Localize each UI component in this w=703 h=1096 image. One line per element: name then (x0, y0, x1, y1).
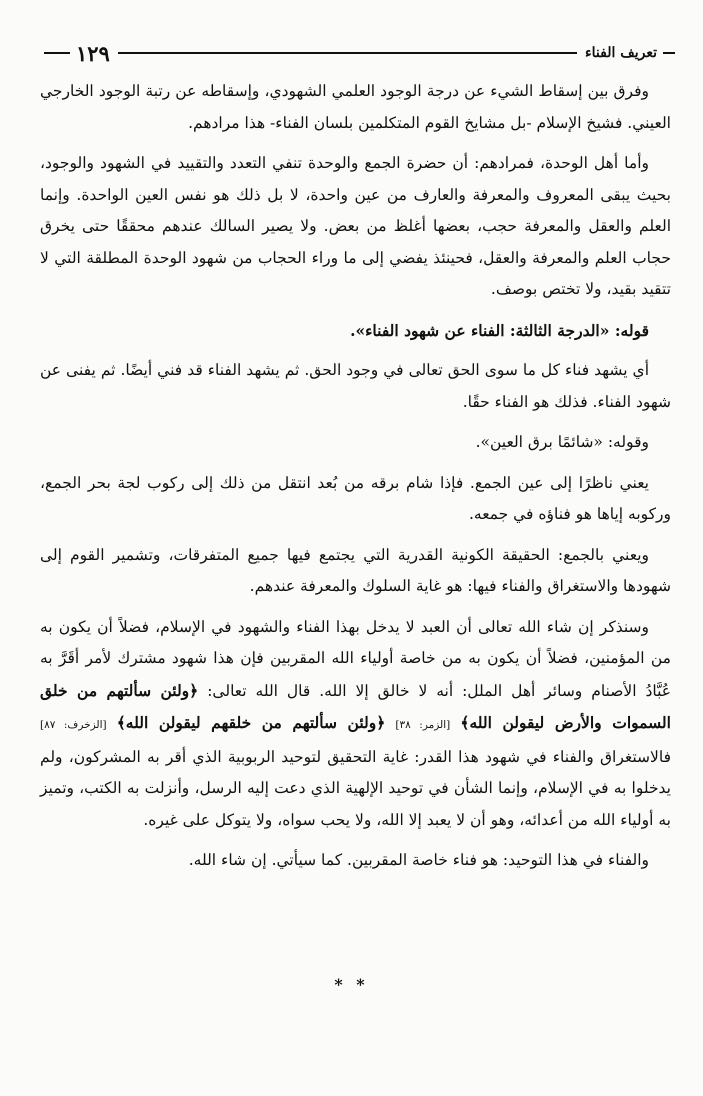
quote-third-degree: قوله: «الدرجة الثالثة: الفناء عن شهود الفناء». (350, 320, 649, 340)
paragraph-istighraq: فالاستغراق والفناء في شهود هذا القدر: غاية التحقيق لتوحيد الربوبية الذي أقر به المشركون، ولم يدخلوا به في الإسلام، وإنما الشأن في توحيد الإلهية الذي دعت إليه الرسل، وأنزلت به الكتب، وتميز به أولياء الله من أعدائه، وهو أن لا يعبد إلا الله، ولا يحب سواه، ولا يتوكل على غيره. (40, 747, 671, 829)
paragraph-jam: ويعني بالجمع: الحقيقة الكونية القدرية التي يجتمع فيها جميع المتفرقات، وتشمير القوم إلى شهودها والاستغراق والفناء فيها: هو غاية السلوك والمعرفة عندهم. (40, 545, 671, 595)
quran-verse-zukhruf: ﴿ولئن سألتهم من خلقهم ليقولن الله﴾ (116, 713, 386, 732)
paragraph-2: وأما أهل الوحدة، فمرادهم: أن حضرة الجمع والوحدة تنفي التعدد والتقييد في الشهود والوجود، بحيث يبقى المعروف والمعرفة والعارف من عين واحدة، لا بل ذلك هو نفس العين الواحدة. وإنما العلم والعقل والمعرفة حجب، بعضها أغلظ من بعض. ولا يصير السالك عندهم محققًا حتى يخرق حجاب العلم والمعرفة والعقل، فحينئذ يفضي إلى ما وراء الحجاب من شهود الوحدة المطلقة التي لا تتقيد بقيد، ولا تختص بوصف. (40, 154, 672, 298)
paragraph-explanation: أي يشهد فناء كل ما سوى الحق تعالى في وجود الحق. ثم يشهد الفناء قد فني أيضًا. ثم يفنى عن شهود الفناء. فذلك هو الفناء حقًا. (40, 361, 671, 411)
section-divider: * * (334, 975, 369, 994)
page-body (40, 76, 671, 886)
page-number: ١٢٩ (76, 40, 110, 66)
quote-shaiman: وقوله: «شائمًا برق العين». (475, 433, 649, 451)
header-rule (118, 52, 577, 54)
paragraph-sanadhkur (40, 612, 671, 837)
page-header (44, 42, 675, 64)
running-title: تعريف الفناء (585, 45, 657, 61)
quran-verse-zumar: ﴿ولئن سألتهم من خلق السموات والأرض ليقولن الله﴾ (40, 680, 671, 732)
paragraph-sanadhkur-text: وسنذكر إن شاء الله تعالى أن العبد لا يدخل بهذا الفناء والشهود في الإسلام، فضلاً أن يكون به من المؤمنين، فضلاً أن يكون به من خاصة أولياء الله المقربين فإن هذا شهود مشترك لأمر أقَرَّ به عُبَّادُ الأصنام وسائر أهل الملل: أنه لا خالق إلا الله. قال الله تعالى: (40, 617, 671, 700)
header-dash (663, 52, 675, 54)
paragraph-1: وفرق بين إسقاط الشيء عن درجة الوجود العلمي الشهودي، وإسقاطه عن رتبة الوجود الخارجي العيني. فشيخ الإسلام -بل مشايخ القوم المتكلمين بلسان الفناء- هذا مرادهم. (40, 82, 671, 132)
quran-verse-zumar-text: ولئن سألتهم من خلق السموات والأرض ليقولن الله (40, 680, 671, 732)
header-dash-end (44, 52, 70, 54)
verse-reference-zumar: [الزمر: ٣٨] (395, 719, 451, 731)
verse-reference-zukhruf: [الزخرف: ٨٧] (40, 719, 107, 731)
paragraph-closing: والفناء في هذا التوحيد: هو فناء خاصة المقربين. كما سيأتي. إن شاء الله. (188, 851, 649, 869)
paragraph-yani: يعني ناظرًا إلى عين الجمع. فإذا شام برقه من بُعد انتقل من ذلك إلى ركوب لجة بحر الجمع، وركوبه إياها هو فناؤه في جمعه. (40, 473, 671, 523)
quran-verse-zukhruf-text: ولئن سألتهم من خلقهم ليقولن الله (125, 713, 377, 732)
